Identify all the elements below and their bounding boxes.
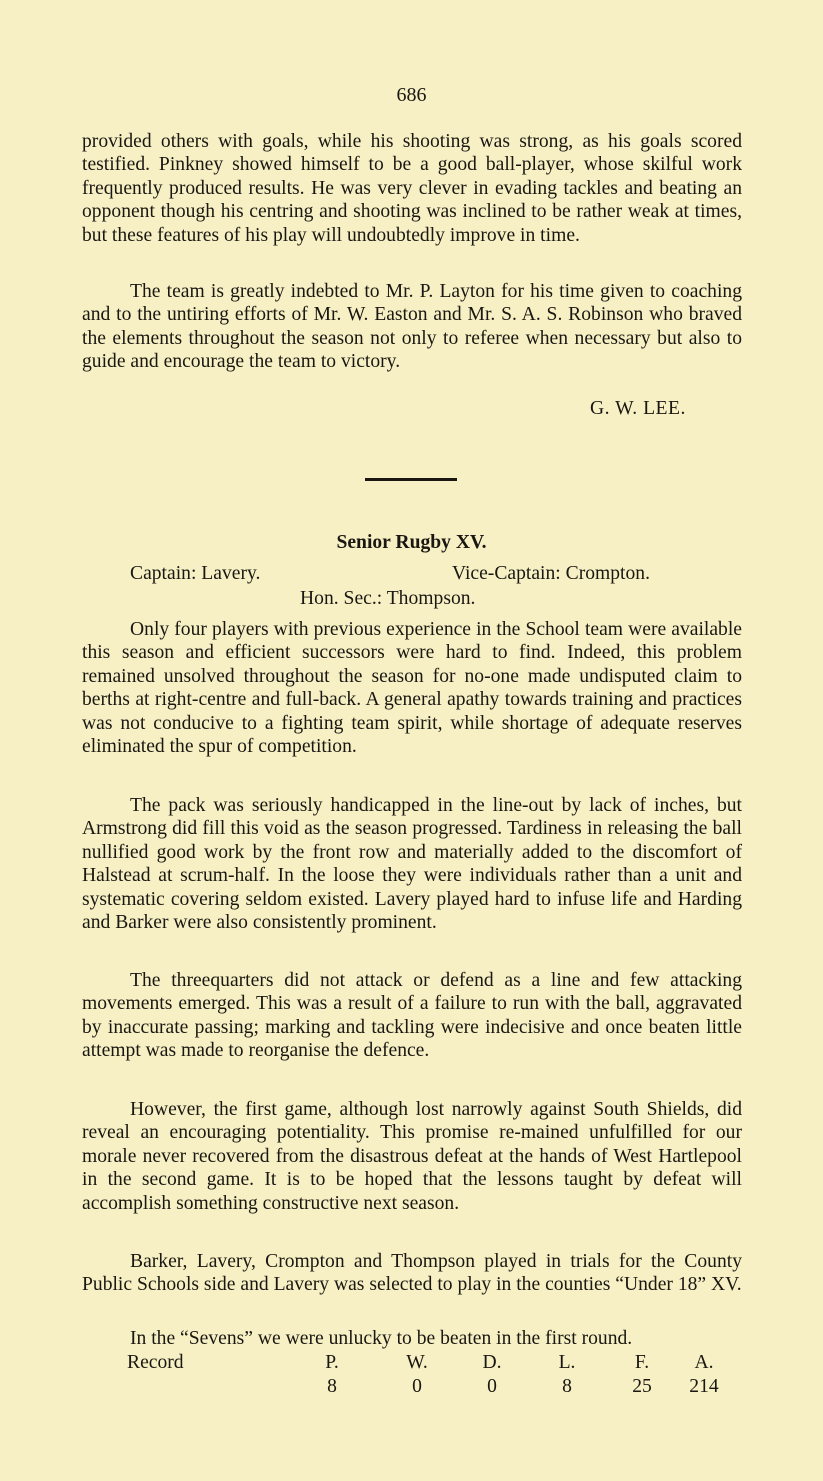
hon-sec-line: Hon. Sec.: Thompson. xyxy=(300,588,476,609)
record-values-row xyxy=(82,1376,742,1400)
record-header-won: W. xyxy=(406,1352,428,1373)
record-value-lost: 8 xyxy=(562,1376,572,1397)
rugby-paragraph-3: The threequarters did not attack or defend as a line and few attacking movements emerged. This was a result of a failure to run with the ball, aggravated by inaccurate passing; marking and tackling were indecisive and once beaten little attempt was made to reorganise the defence. xyxy=(82,970,742,1062)
vice-captain-line: Vice-Captain: Crompton. xyxy=(452,563,650,584)
rugby-paragraph-6: In the “Sevens” we were unlucky to be beaten in the first round. xyxy=(130,1328,633,1349)
rugby-paragraph-2: The pack was seriously handicapped in the line-out by lack of inches, but Armstrong did fill this void as the season progressed. Tardiness in releasing the ball nullified good work by the front row and materially added to the discomfort of Halstead at scrum-half. In the loose they were individuals rather than a unit and systematic covering seldom existed. Lavery played hard to infuse life and Harding and Barker were also consistently prominent. xyxy=(82,795,742,934)
record-value-won: 0 xyxy=(412,1376,422,1397)
captain-line: Captain: Lavery. xyxy=(130,563,261,584)
record-header-row xyxy=(82,1352,742,1376)
record-label: Record xyxy=(127,1352,184,1373)
record-header-drawn: D. xyxy=(482,1352,502,1373)
record-value-played: 8 xyxy=(327,1376,337,1397)
section-divider xyxy=(365,478,457,481)
author-signature: G. W. LEE. xyxy=(590,398,686,419)
record-header-against: A. xyxy=(694,1352,714,1373)
page-number: 686 xyxy=(396,84,427,106)
record-value-for: 25 xyxy=(632,1376,652,1397)
rugby-paragraph-5: Barker, Lavery, Crompton and Thompson played in trials for the County Public Schools side and Lavery was selected to play in the counties “Under 18” XV. xyxy=(82,1251,742,1296)
rugby-paragraph-4: However, the first game, although lost narrowly against South Shields, did reveal an encouraging potentiality. This promise re-mained unfulfilled for our morale never recovered from the disastrous defeat at the hands of West Hartlepool in the second game. It is to be hoped that the lessons taught by defeat will accomplish something constructive next season. xyxy=(82,1099,742,1214)
section-title: Senior Rugby XV. xyxy=(336,532,487,553)
record-header-played: P. xyxy=(325,1352,339,1373)
football-paragraph-2: The team is greatly indebted to Mr. P. Layton for his time given to coaching and to the untiring efforts of Mr. W. Easton and Mr. S. A. S. Robinson who braved the elements throughout the season not only to referee when necessary but also to guide and encourage the team to victory. xyxy=(82,281,742,373)
record-value-drawn: 0 xyxy=(487,1376,497,1397)
record-header-lost: L. xyxy=(558,1352,576,1373)
rugby-paragraph-1: Only four players with previous experience in the School team were available this season and efficient successors were hard to find. Indeed, this problem remained unsolved throughout the season for no-one made undisputed claim to berths at right-centre and full-back. A general apathy towards training and practices was not conducive to a fighting team spirit, while shortage of adequate reserves eliminated the spur of competition. xyxy=(82,619,742,758)
record-header-for: F. xyxy=(634,1352,650,1373)
record-value-against: 214 xyxy=(689,1376,719,1397)
football-paragraph-1: provided others with goals, while his shooting was strong, as his goals scored testified. Pinkney showed himself to be a good ball-player, whose skilful work frequently produced results. He was very clever in evading tackles and beating an opponent though his centring and shooting was inclined to be rather weak at times, but these features of his play will undoubtedly improve in time. xyxy=(82,131,742,246)
